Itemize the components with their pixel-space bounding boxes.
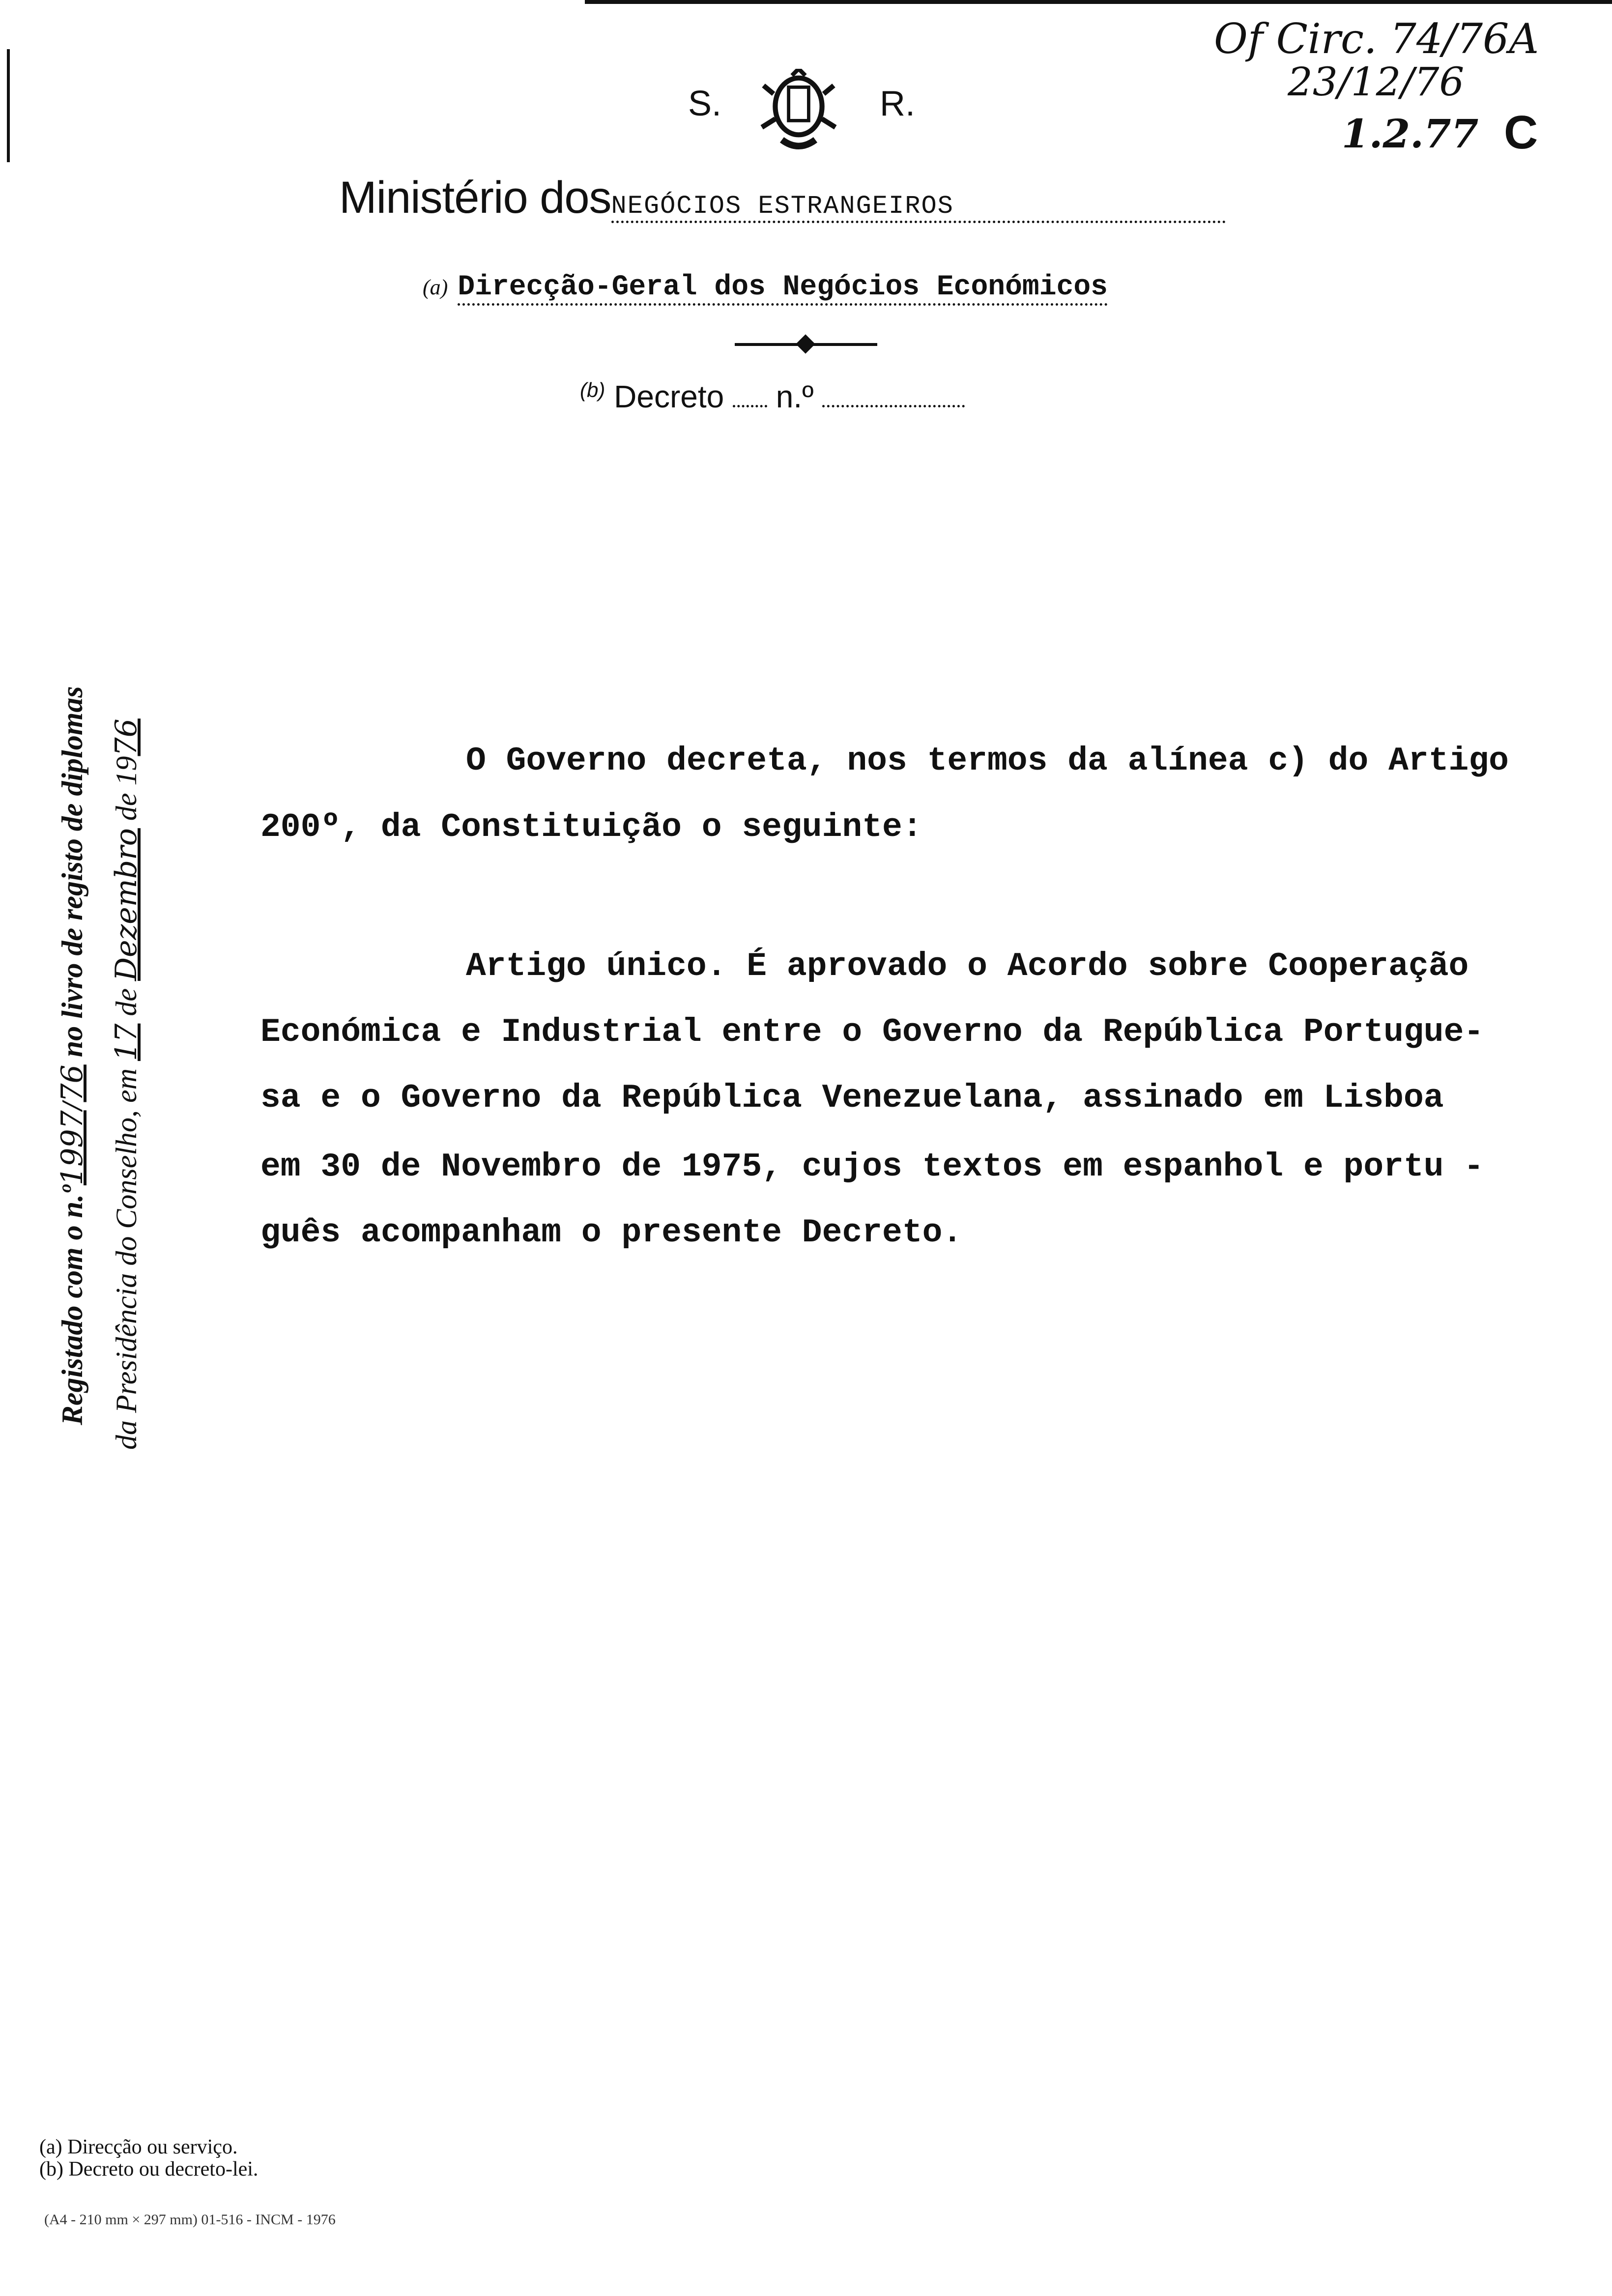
registration-stamp-line-2	[109, 718, 144, 1450]
registration-month: Dezembro	[109, 828, 144, 981]
body-line-2: 200º, da Constituição o seguinte:	[260, 808, 922, 846]
divider-diamond-icon	[796, 334, 815, 354]
decree-label: (b)	[580, 378, 605, 402]
header-r-letter: R.	[880, 84, 915, 123]
print-info: (A4 - 210 mm × 297 mm) 01-516 - INCM - 1976	[44, 2211, 336, 2228]
handwritten-circular-ref: Of Circ. 74/76A	[1214, 15, 1539, 63]
ministry-line	[339, 172, 1226, 224]
registration-day: 17	[109, 1023, 144, 1061]
body-line-3: Artigo único. É aprovado o Acordo sobre Cooperação	[466, 947, 1469, 985]
decree-number-blank	[822, 405, 965, 407]
registration-number: 1997	[55, 1110, 89, 1185]
registration-suffix: no livro de registo de diplomas	[56, 686, 88, 1058]
registration-line2-mid: de	[110, 988, 143, 1016]
body-line-5: sa e o Governo da República Venezuelana, assinado em Lisboa	[260, 1079, 1444, 1117]
margin-mark	[7, 49, 10, 162]
body-line-1: O Governo decreta, nos termos da alínea c) do Artigo	[466, 742, 1509, 780]
registration-year-2: 76	[109, 718, 144, 756]
registration-prefix: Registado com o n.º	[56, 1185, 88, 1425]
ministry-name: NEGÓCIOS ESTRANGEIROS	[611, 192, 1226, 223]
direction-line	[423, 268, 1108, 303]
decree-word: Decreto	[614, 379, 724, 414]
coat-of-arms-icon	[757, 69, 840, 152]
handwritten-circular-date: 23/12/76	[1288, 59, 1465, 105]
registration-line2-suffix: de 19	[110, 756, 143, 821]
footnote-a: (a) Direcção ou serviço.	[39, 2136, 238, 2158]
registration-stamp-line-1: Registado com o n.º1997/76 no livro de registo de diplomas	[55, 686, 89, 1425]
body-line-7: guês acompanham o presente Decreto.	[260, 1214, 963, 1252]
body-line-6: em 30 de Novembro de 1975, cujos textos em espanhol e portu -	[260, 1148, 1484, 1186]
decree-line	[580, 378, 965, 415]
direction-name: Direcção-Geral dos Negócios Económicos	[458, 271, 1108, 306]
body-line-4: Económica e Industrial entre o Governo da República Portugue-	[260, 1013, 1484, 1051]
registration-line2-prefix: da Presidência do Conselho, em	[110, 1068, 143, 1450]
ministry-prefix: Ministério dos	[339, 172, 611, 223]
handwritten-stamp-letter: C	[1504, 106, 1538, 159]
direction-label: (a)	[423, 275, 448, 299]
decree-type-blank	[733, 405, 767, 407]
registration-year: 76	[55, 1064, 89, 1102]
decree-number-label: n.º	[776, 379, 814, 414]
handwritten-stamp-date: 1.2.77	[1342, 111, 1479, 157]
header-s-letter: S.	[688, 84, 722, 123]
footnote-b: (b) Decreto ou decreto-lei.	[39, 2158, 259, 2181]
top-border-line	[585, 0, 1612, 4]
